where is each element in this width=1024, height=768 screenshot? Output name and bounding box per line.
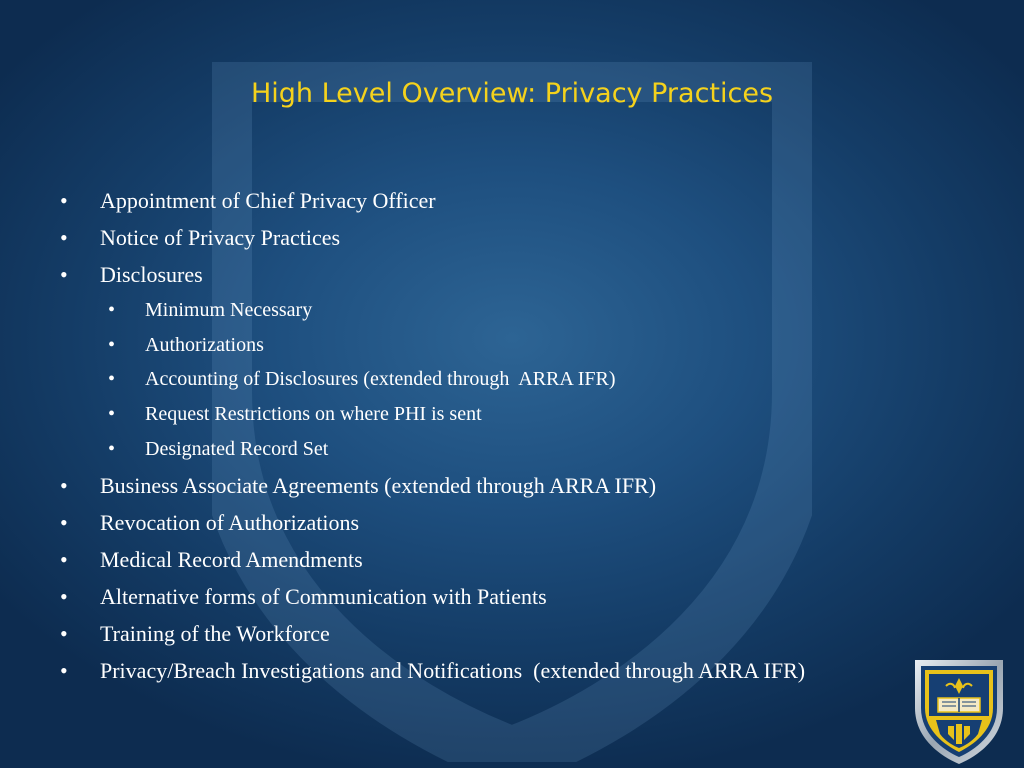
sub-bullet-item: Authorizations [145,334,264,356]
bullet-dot: • [60,510,68,535]
sub-bullet-dot: • [108,403,116,425]
bullet-item: Alternative forms of Communication with Patients [100,584,547,609]
bullet-dot: • [60,547,68,572]
bullet-dot: • [60,188,68,213]
sub-bullet-dot: • [108,299,116,321]
sub-bullet-item: Accounting of Disclosures (extended through ARRA IFR) [145,368,616,390]
bullet-item: Appointment of Chief Privacy Officer [100,188,436,213]
bullet-item: Privacy/Breach Investigations and Notifications (extended through ARRA IFR) [100,658,806,683]
sub-bullet-item: Minimum Necessary [145,299,313,321]
bullet-item: Business Associate Agreements (extended through ARRA IFR) [100,473,657,498]
bullet-dot: • [60,473,68,498]
sub-bullet-dot: • [108,438,116,460]
bullet-item: Training of the Workforce [100,621,330,646]
sub-bullet-dot: • [108,334,116,356]
sub-bullet-item: Designated Record Set [145,438,329,460]
bullet-dot: • [60,225,68,250]
slide-title: High Level Overview: Privacy Practices [250,78,774,109]
bullet-dot: • [60,621,68,646]
sub-bullet-item: Request Restrictions on where PHI is sent [145,403,482,425]
bullet-item: Revocation of Authorizations [100,510,360,535]
bullet-item: Disclosures [100,262,203,287]
bullet-dot: • [60,262,68,287]
bullet-dot: • [60,658,68,683]
sub-bullet-dot: • [108,368,116,390]
university-crest-icon [912,656,1006,766]
bullet-item: Notice of Privacy Practices [100,225,341,250]
bullet-item: Medical Record Amendments [100,547,363,572]
bullet-dot: • [60,584,68,609]
